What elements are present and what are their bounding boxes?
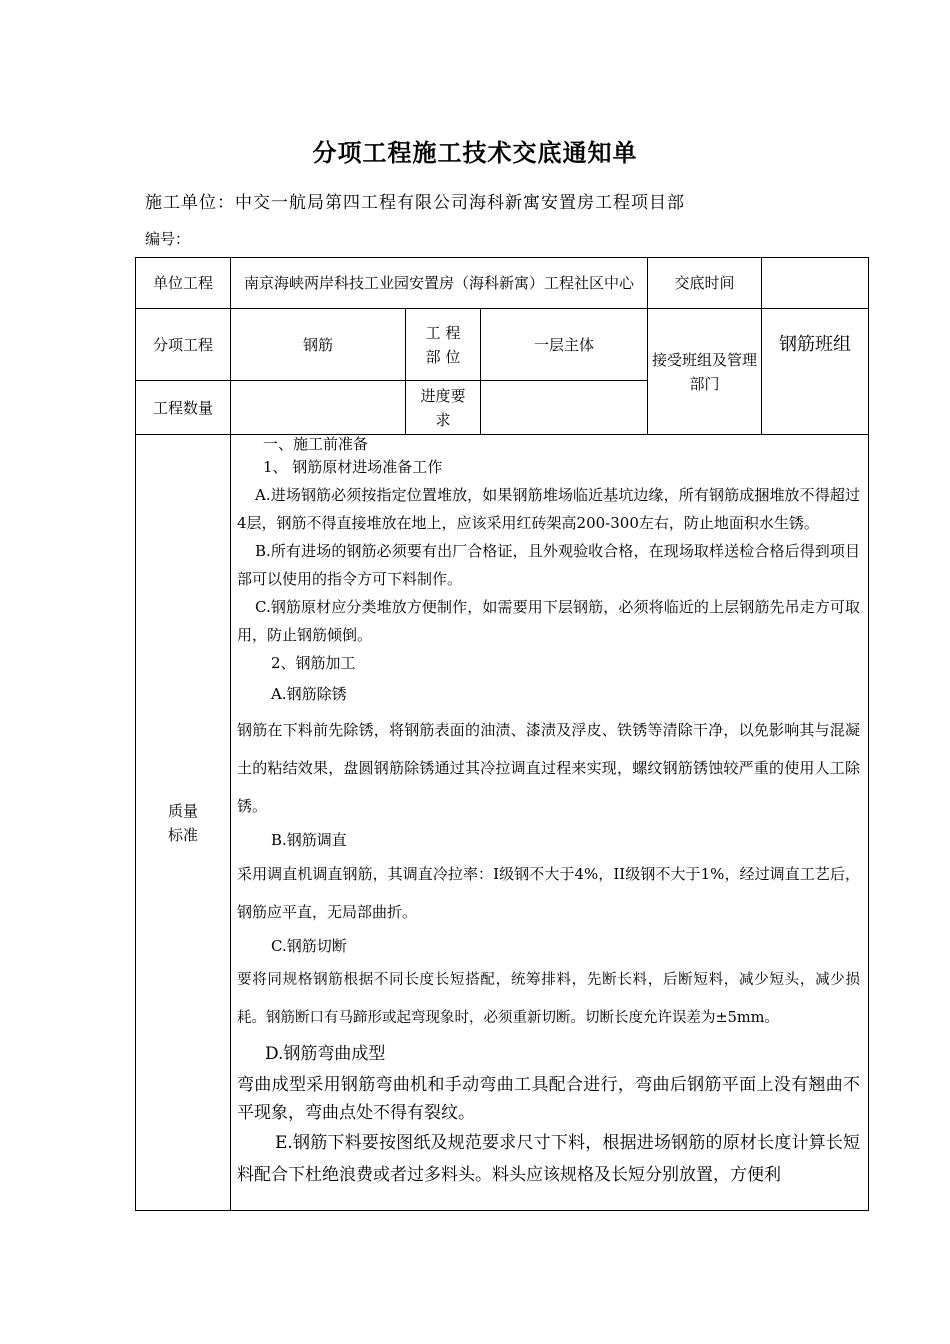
- paragraph-c: C.钢筋原材应分类堆放方便制作，如需要用下层钢筋，必须将临近的上层钢筋先吊走方可取用，防止钢筋倾倒。: [237, 598, 861, 644]
- sub-project-value: 钢筋: [231, 309, 406, 381]
- location-label: 工 程 部 位: [406, 309, 481, 381]
- receiving-team-label: 接受班组及管理部门: [648, 309, 762, 435]
- paragraph-cutting: 要将同规格钢筋根据不同长度长短搭配，统筹排料，先断长料，后断短料，减少短头，减少损耗。钢筋断口有马蹄形或起弯现象时，必须重新切断。切断长度允许误差为±5mm。: [237, 972, 861, 1026]
- heading-cutting: C.钢筋切断: [271, 937, 347, 955]
- location-value: 一层主体: [481, 309, 648, 381]
- document-title: 分项工程施工技术交底通知单: [312, 138, 638, 167]
- sub-project-label: 分项工程: [136, 309, 231, 381]
- progress-label: 进度要求: [406, 381, 481, 435]
- paragraph-bending: 弯曲成型采用钢筋弯曲机和手动弯曲工具配合进行，弯曲后钢筋平面上没有翘曲不平现象，弯曲点处不得有裂纹。: [237, 1075, 861, 1123]
- handover-time-value: [762, 258, 869, 309]
- paragraph-straighten: 采用调直机调直钢筋，其调直冷拉率：I级钢不大于4%，II级钢不大于1%，经过调直工艺后，钢筋应平直，无局部曲折。: [237, 865, 861, 921]
- code-label: 编号：: [145, 230, 191, 248]
- heading-bending: D.钢筋弯曲成型: [265, 1044, 386, 1064]
- receiving-team-value: 钢筋班组: [762, 309, 869, 435]
- subsection-heading-processing: 2、钢筋加工: [271, 654, 356, 672]
- quality-standard-content: [231, 435, 869, 1211]
- unit-project-value: 南京海峡两岸科技工业园安置房（海科新寓）工程社区中心: [231, 258, 648, 309]
- subsection-heading: 1、 钢筋原材进场准备工作: [263, 458, 443, 476]
- handover-time-label: 交底时间: [648, 258, 762, 309]
- heading-straighten: B.钢筋调直: [271, 831, 347, 849]
- progress-value: [481, 381, 648, 435]
- construction-unit-line: 施工单位：中交一航局第四工程有限公司海科新寓安置房工程项目部: [145, 193, 685, 213]
- handover-table: [135, 257, 869, 1211]
- heading-derust: A.钢筋除锈: [271, 685, 347, 703]
- paragraph-derust: 钢筋在下料前先除锈，将钢筋表面的油渍、漆渍及浮皮、铁锈等清除干净，以免影响其与混凝土的粘结效果，盘圆钢筋除锈通过其冷拉调直过程来实现，螺纹钢筋锈蚀较严重的使用人工除锈。: [237, 721, 861, 815]
- section-heading: 一、施工前准备: [263, 435, 369, 453]
- paragraph-b: B.所有进场的钢筋必须要有出厂合格证，且外观验收合格，在现场取样送检合格后得到项目部可以使用的指令方可下料制作。: [237, 542, 861, 588]
- quality-standard-label: 质量标准: [136, 435, 231, 1211]
- paragraph-cutting-list: E.钢筋下料要按图纸及规范要求尺寸下料，根据进场钢筋的原材长度计算长短料配合下杜绝浪费或者过多料头。料头应该规格及长短分别放置，方便利: [237, 1133, 861, 1185]
- paragraph-a: A.进场钢筋必须按指定位置堆放，如果钢筋堆场临近基坑边缘，所有钢筋成捆堆放不得超过4层，钢筋不得直接堆放在地上，应该采用红砖架高200-300左右，防止地面积水生锈。: [237, 486, 861, 532]
- quantity-label: 工程数量: [136, 381, 231, 435]
- quantity-value: [231, 381, 406, 435]
- unit-project-label: 单位工程: [136, 258, 231, 309]
